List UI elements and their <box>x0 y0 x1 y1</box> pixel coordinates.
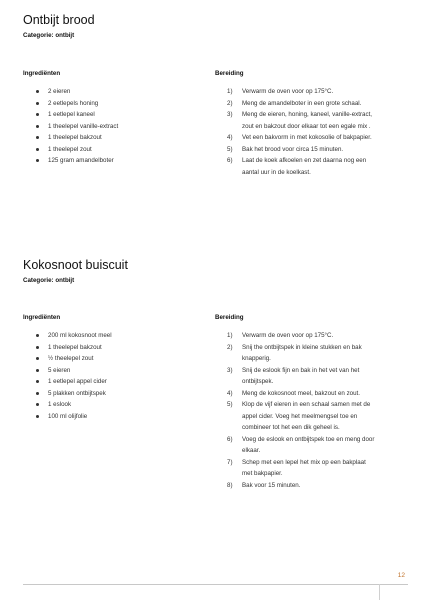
step-number: 4) <box>227 389 233 397</box>
step-text-line: Verwarm de oven voor op 175°C. <box>242 88 334 95</box>
ingredients-heading: Ingrediënten <box>23 70 61 77</box>
bullet-icon <box>36 357 39 360</box>
ingredient-item <box>23 365 208 377</box>
recipe-category: Categorie: ontbijt <box>23 32 75 39</box>
step-text-line: Schep met een lepel het mix op een bakplaat <box>242 458 366 466</box>
step-number: 5) <box>227 401 233 408</box>
ingredient-text: 2 eieren <box>48 88 71 95</box>
step-number: 7) <box>227 458 233 466</box>
step-text-line: knapperig. <box>242 355 271 362</box>
footer-divider <box>23 584 408 585</box>
ingredient-text: 1 eetlepel kaneel <box>48 111 95 118</box>
ingredient-text: 1 theelepel bakzout <box>48 343 102 351</box>
step-number: 3) <box>227 111 233 118</box>
steps-list <box>215 330 408 491</box>
step-item <box>215 388 408 400</box>
step-text-line: Bak het brood voor circa 15 minuten. <box>242 145 344 153</box>
ingredients-column <box>23 70 208 167</box>
ingredient-item <box>23 399 208 411</box>
recipe-title: Ontbijt brood <box>23 13 95 27</box>
bullet-icon <box>36 159 39 162</box>
ingredient-text: 5 eieren <box>48 366 71 374</box>
step-item <box>215 330 408 342</box>
step-item <box>215 399 408 434</box>
ingredient-item <box>23 144 208 156</box>
ingredient-item <box>23 155 208 167</box>
step-item <box>215 109 408 132</box>
ingredients-column <box>23 314 208 422</box>
ingredient-text: ½ theelepel zout <box>48 355 94 362</box>
ingredient-item <box>23 353 208 365</box>
ingredient-text: 100 ml olijfolie <box>48 412 88 420</box>
ingredient-text: 200 ml kokosnoot meel <box>48 332 112 339</box>
bullet-icon <box>36 392 39 395</box>
steps-heading: Bereiding <box>215 70 244 77</box>
step-text-line: Meng de kokosnoot meel, bakzout en zout. <box>242 389 360 397</box>
page-number-separator <box>379 584 408 600</box>
step-text-line: Vet een bakvorm in met kokosolie of bakpapier. <box>242 134 372 141</box>
bullet-icon <box>36 380 39 383</box>
bullet-icon <box>36 369 39 372</box>
bullet-icon <box>36 334 39 337</box>
ingredients-list <box>23 330 208 422</box>
step-number: 3) <box>227 366 233 374</box>
step-number: 6) <box>227 157 233 164</box>
bullet-icon <box>36 90 39 93</box>
step-text-line: Klop de vijf eieren in een schaal samen met de <box>242 401 371 408</box>
step-text-line: elkaar. <box>242 447 261 454</box>
step-number: 2) <box>227 343 233 351</box>
step-text-line: Laat de koek afkoelen en zet daarna nog een <box>242 157 367 164</box>
step-text-line: Snij the ontbijtspek in kleine stukken en bak <box>242 343 362 351</box>
step-text-line: Snij de eslook fijn en bak in het vet van het <box>242 366 360 374</box>
bullet-icon <box>36 148 39 151</box>
ingredient-item <box>23 132 208 144</box>
ingredients-list <box>23 86 208 167</box>
step-item <box>215 342 408 365</box>
recipe-category: Categorie: ontbijt <box>23 277 75 284</box>
step-text-line: appel cider. Voeg het meelmengsel toe en <box>242 412 358 420</box>
step-number: 2) <box>227 99 233 107</box>
step-text-line: met bakpapier. <box>242 470 283 477</box>
ingredient-text: 1 theelepel bakzout <box>48 134 102 141</box>
step-item <box>215 434 408 457</box>
step-text-line: Voeg de eslook en ontbijtspek toe en meng door <box>242 435 375 443</box>
ingredient-text: 1 eetlepel appel cider <box>48 378 107 385</box>
steps-column <box>215 70 408 178</box>
ingredient-item <box>23 376 208 388</box>
ingredient-text: 125 gram amandelboter <box>48 157 114 164</box>
step-number: 1) <box>227 332 233 339</box>
step-text-line: combineer tot het een dik geheel is. <box>242 424 340 431</box>
step-text-line: Meng de amandelboter in een grote schaal. <box>242 99 362 107</box>
step-number: 5) <box>227 145 233 153</box>
page-number: 12 <box>397 572 405 579</box>
step-item <box>215 132 408 144</box>
step-item <box>215 86 408 98</box>
step-text-line: zout en bakzout door elkaar tot een egale mix . <box>242 122 371 130</box>
ingredient-text: 1 theelepel zout <box>48 145 92 153</box>
steps-list <box>215 86 408 178</box>
step-text-line: Bak voor 15 minuten. <box>242 481 301 489</box>
step-text-line: Meng de eieren, honing, kaneel, vanille-extract, <box>242 111 373 118</box>
ingredient-item <box>23 98 208 110</box>
ingredient-item <box>23 342 208 354</box>
bullet-icon <box>36 346 39 349</box>
ingredient-text: 1 theelepel vanille-extract <box>48 122 119 130</box>
step-text-line: ontbijtspek. <box>242 378 274 385</box>
step-number: 1) <box>227 88 233 95</box>
step-item <box>215 155 408 178</box>
step-number: 4) <box>227 134 233 141</box>
recipe-title: Kokosnoot buiscuit <box>23 258 128 272</box>
bullet-icon <box>36 125 39 128</box>
ingredient-item <box>23 121 208 133</box>
ingredients-heading: Ingrediënten <box>23 314 61 321</box>
ingredient-item <box>23 86 208 98</box>
step-text-line: aantal uur in de koelkast. <box>242 168 311 176</box>
bullet-icon <box>36 415 39 418</box>
ingredient-text: 5 plakken ontbijtspek <box>48 389 106 397</box>
step-text-line: Verwarm de oven voor op 175°C. <box>242 332 334 339</box>
steps-column <box>215 314 408 491</box>
recipe-ontbijt-brood <box>23 13 408 176</box>
step-item <box>215 365 408 388</box>
bullet-icon <box>36 403 39 406</box>
step-item <box>215 480 408 492</box>
step-item <box>215 98 408 110</box>
ingredient-text: 1 eslook <box>48 401 72 408</box>
bullet-icon <box>36 113 39 116</box>
step-number: 8) <box>227 481 233 489</box>
steps-heading: Bereiding <box>215 314 244 321</box>
recipe-kokosnoot-buiscuit <box>23 258 408 489</box>
ingredient-text: 2 eetlepels honing <box>48 99 99 107</box>
step-item <box>215 457 408 480</box>
bullet-icon <box>36 136 39 139</box>
ingredient-item <box>23 109 208 121</box>
ingredient-item <box>23 411 208 423</box>
bullet-icon <box>36 102 39 105</box>
step-number: 6) <box>227 435 233 443</box>
ingredient-item <box>23 388 208 400</box>
ingredient-item <box>23 330 208 342</box>
step-item <box>215 144 408 156</box>
